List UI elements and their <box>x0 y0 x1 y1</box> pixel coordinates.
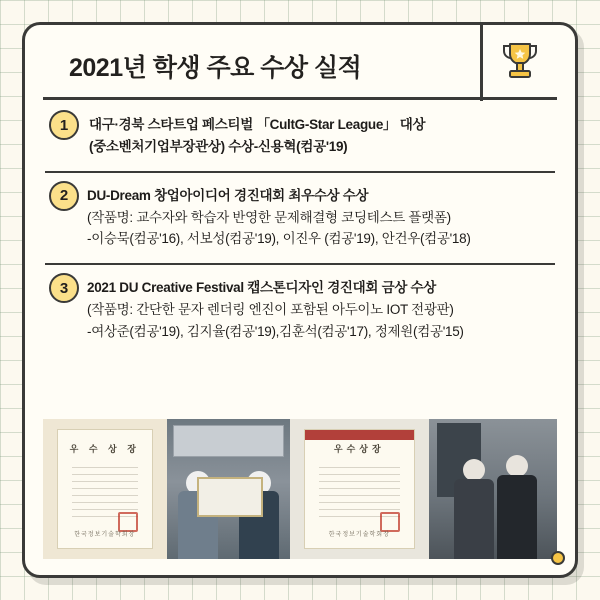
award-certificate-photo-1 <box>43 419 167 559</box>
person <box>451 459 497 559</box>
award-card <box>22 22 578 578</box>
person-head <box>463 459 485 481</box>
certificate <box>304 429 414 549</box>
person <box>493 455 541 559</box>
award-line: (작품명: 교수자와 학습자 반영한 문제해결형 코딩테스트 플랫폼) <box>87 209 451 225</box>
divider <box>45 171 555 173</box>
award-entry-2 <box>43 185 557 251</box>
award-board <box>197 477 263 517</box>
page-title: 2021년 학생 주요 수상 실적 <box>69 54 362 83</box>
divider <box>45 263 555 265</box>
person-body <box>497 475 537 559</box>
award-line: 2021 DU Creative Festival 캡스톤디자인 경진대회 금상 수상 <box>87 280 437 296</box>
award-line: (작품명: 간단한 문자 렌더링 엔진이 포함된 아두이노 IOT 전광판) <box>87 302 454 318</box>
certificate-issuer: 한국정보기술학회장 <box>74 532 136 538</box>
banner <box>173 425 285 457</box>
award-line: DU-Dream 창업아이디어 경진대회 최우수상 수상 <box>87 187 369 203</box>
photo-strip <box>43 419 557 559</box>
person-head <box>506 455 528 477</box>
award-certificate-photo-3 <box>290 419 428 559</box>
certificate-title: 우 수 상 장 <box>69 444 140 454</box>
certificate <box>57 429 153 549</box>
students-photo-4 <box>429 419 557 559</box>
award-entry-1 <box>43 114 557 158</box>
trophy-icon <box>500 40 540 86</box>
award-ceremony-photo-2 <box>167 419 291 559</box>
award-line: 대구·경북 스타트업 페스티벌 「CultG-Star League」 대상 <box>89 117 426 132</box>
trophy-badge <box>480 25 557 101</box>
card-header <box>43 41 557 100</box>
certificate-issuer: 한국정보기술학회장 <box>328 532 390 538</box>
award-line: -이승묵(컴공'16), 서보성(컴공'19), 이진우 (컴공'19), 안건우(컴공'18) <box>87 231 471 247</box>
certificate-title: 우수상장 <box>333 444 385 454</box>
corner-accent-dot <box>551 551 565 565</box>
award-line: (중소벤처기업부장관상) 수상-신용혁(컴공'19) <box>89 138 348 154</box>
award-entry-3 <box>43 277 557 343</box>
award-line: -여상준(컴공'19), 김지율(컴공'19),김훈석(컴공'17), 정제원(컴공'15) <box>87 324 464 340</box>
person-body <box>454 479 494 559</box>
award-number-badge: 2 <box>49 181 79 211</box>
award-number-badge: 1 <box>49 110 79 140</box>
award-number-badge: 3 <box>49 273 79 303</box>
awards-list <box>43 100 557 343</box>
